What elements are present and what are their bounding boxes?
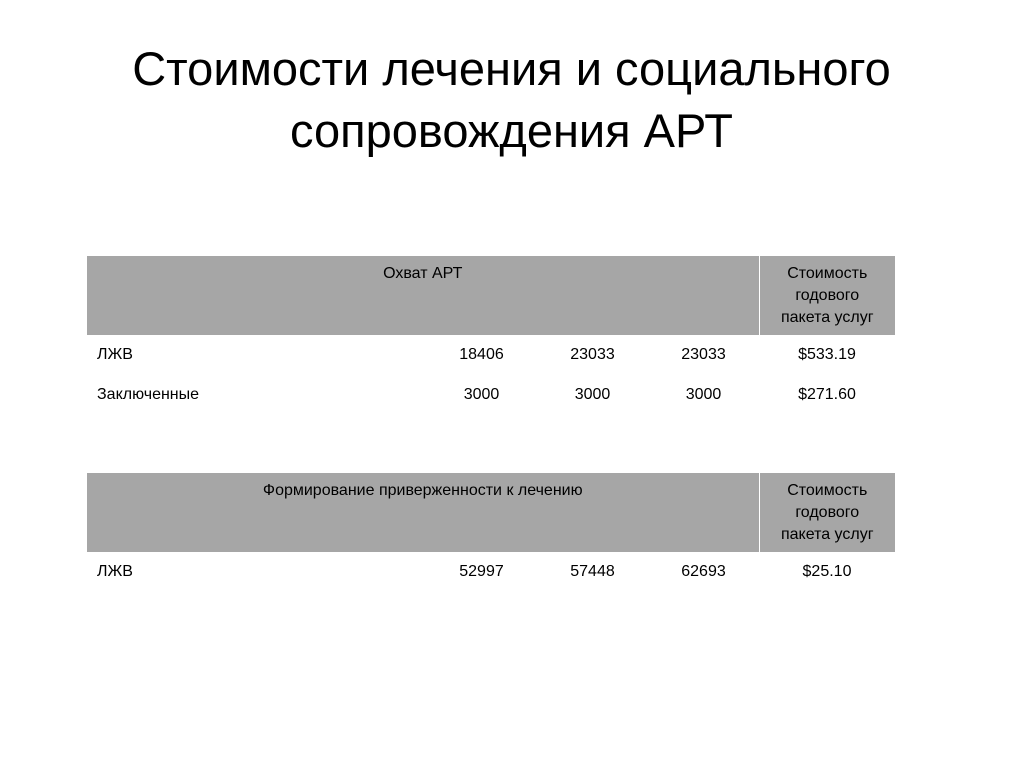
year-3-value: 23033 <box>681 346 726 363</box>
table-header-row <box>87 473 895 552</box>
annual-cost-value: $533.19 <box>798 346 856 363</box>
annual-cost-header-line-3: пакета услуг <box>780 526 874 543</box>
annual-cost-value: $25.10 <box>802 563 852 580</box>
table-row <box>87 552 895 592</box>
year-1-value: 52997 <box>459 563 504 580</box>
slide-title-line-1: Стоимости лечения и социального <box>132 42 891 95</box>
year-2-value: 57448 <box>570 563 615 580</box>
annual-cost-header-line-3: пакета услуг <box>780 309 874 326</box>
year-2-value: 3000 <box>574 386 611 403</box>
adherence-header: Формирование приверженности к лечению <box>87 473 759 552</box>
annual-cost-header <box>759 473 895 552</box>
table-row <box>87 335 895 375</box>
annual-cost-header-line-1: Стоимость <box>787 265 868 282</box>
annual-cost-header <box>759 256 895 335</box>
table-header-row <box>87 256 895 335</box>
art-coverage-header: Охват АРТ <box>87 256 759 335</box>
year-2-value: 23033 <box>570 346 615 363</box>
annual-cost-value: $271.60 <box>798 386 856 403</box>
year-3-value: 62693 <box>681 563 726 580</box>
slide-title <box>0 38 1023 162</box>
adherence-table <box>87 473 895 592</box>
year-3-value: 3000 <box>685 386 722 403</box>
row-label: ЛЖВ <box>97 346 133 363</box>
row-label: ЛЖВ <box>97 563 133 580</box>
annual-cost-header-line-2: годового <box>795 287 860 304</box>
year-1-value: 18406 <box>459 346 504 363</box>
art-coverage-table <box>87 256 895 415</box>
year-1-value: 3000 <box>463 386 500 403</box>
table-row <box>87 375 895 415</box>
annual-cost-header-line-2: годового <box>795 504 860 521</box>
slide-title-line-2: сопровождения АРТ <box>290 104 733 157</box>
annual-cost-header-line-1: Стоимость <box>787 482 868 499</box>
row-label: Заключенные <box>97 386 200 403</box>
